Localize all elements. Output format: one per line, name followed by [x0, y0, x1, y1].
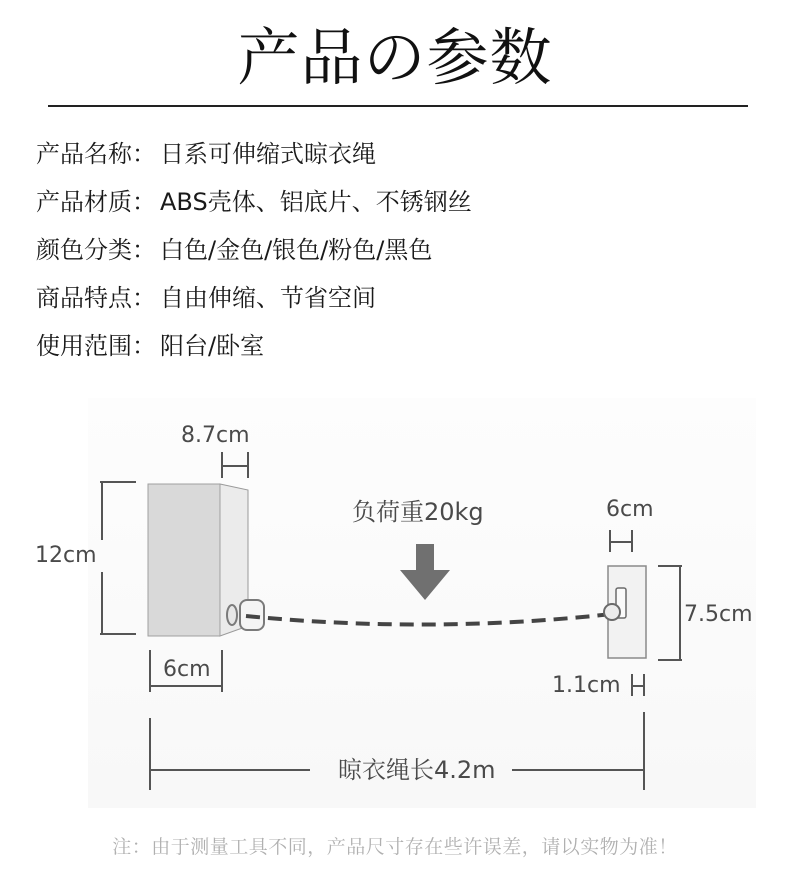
load-arrow-icon — [400, 544, 450, 600]
hook-depth-label: 1.1cm — [552, 673, 621, 698]
main-depth-label: 8.7cm — [181, 423, 250, 448]
spec-value: 自由伸缩、节省空间 — [160, 284, 376, 312]
spec-separator: ： — [132, 188, 156, 216]
spec-label: 产品材质 — [36, 188, 132, 216]
spec-value: 白色/金色/银色/粉色/黑色 — [160, 236, 433, 264]
main-height-label: 12cm — [35, 543, 97, 568]
page-title: 产品の参数 — [237, 21, 553, 94]
measurement-note: 注：由于测量工具不同，产品尺寸存在些许误差，请以实物为准！ — [112, 836, 678, 858]
hook-width-label: 6cm — [606, 497, 654, 522]
spec-value: 阳台/卧室 — [160, 332, 265, 360]
spec-label: 商品特点 — [36, 284, 132, 312]
spec-value: 日系可伸缩式晾衣绳 — [160, 140, 376, 168]
rope-line — [246, 614, 612, 625]
hook-height-label: 7.5cm — [684, 602, 753, 627]
hook-ring — [604, 604, 620, 620]
spec-separator: ： — [132, 140, 156, 168]
spec-label: 颜色分类 — [36, 236, 132, 264]
spec-separator: ： — [132, 332, 156, 360]
load-label: 负荷重20kg — [352, 498, 484, 526]
rope-outlet-end — [227, 605, 237, 625]
spec-separator: ： — [132, 284, 156, 312]
spec-separator: ： — [132, 236, 156, 264]
rope-length-label: 晾衣绳长4.2m — [338, 756, 496, 784]
spec-label: 产品名称 — [36, 140, 132, 168]
main-unit-front — [148, 484, 220, 636]
spec-value: ABS壳体、铝底片、不锈钢丝 — [160, 188, 472, 216]
main-width-label: 6cm — [163, 657, 211, 682]
spec-label: 使用范围 — [36, 332, 132, 360]
